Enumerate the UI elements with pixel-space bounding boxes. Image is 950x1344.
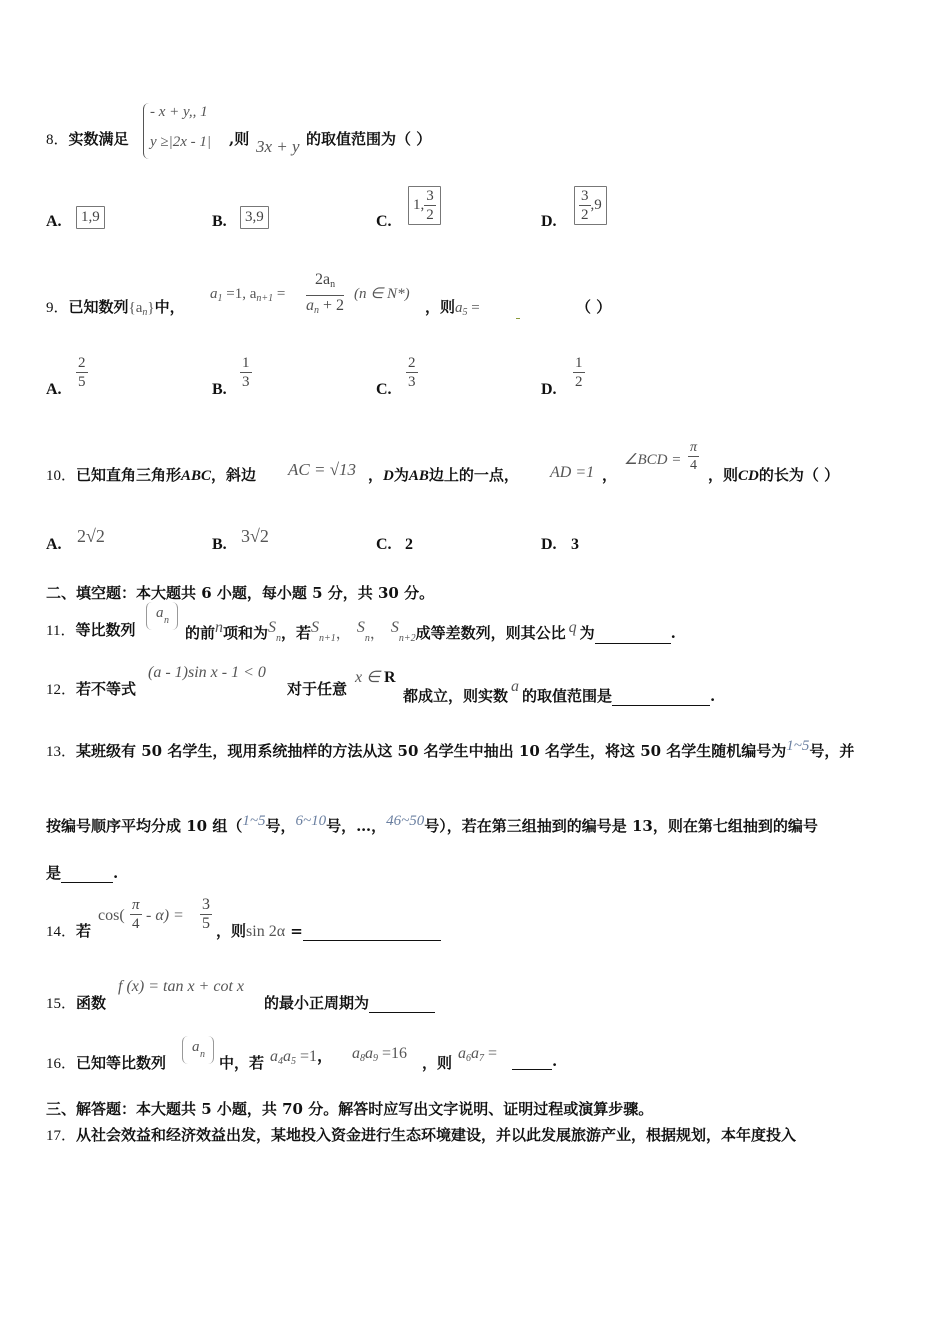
q15-answer-blank[interactable] [369,998,435,1013]
q16-eq-1: $a_4a_5 =1$， [270,1046,334,1067]
q10-option-b-label: B. [212,536,227,553]
q9-condition: $a_1 =1$, $a_{n+1}$ = [210,286,286,304]
q8-stem: 8．实数满足 [46,130,129,148]
q8-option-d-label: D. [541,213,557,230]
q8-option-a-label: A. [46,213,62,230]
q12-answer-blank[interactable] [612,691,710,706]
q13-line-2: 按编号顺序平均分成 10 组（1~5号，6~10号，…，46~50号），若在第三组抽到的编号是 13，则在第七组抽到的编号 [46,813,818,835]
q13-line-1: 13．某班级有 50 名学生，现用系统抽样的方法从这 50 名学生中抽出 10 名学生，将这 50 名学生随机编号为1~5号，并 [46,738,855,760]
q14-pi-over-4: $\frac{\pi}{4}$ [132,897,140,932]
q16-answer-blank[interactable] [512,1055,552,1070]
q16-stem: 16．已知等比数列 [46,1054,167,1072]
q8-system-line1: - x + y,, 1 [150,104,208,120]
q9-domain: (n ∈ N*) [354,286,410,302]
q8-option-a-value: 1,9 [76,206,105,229]
q8-expr: 3x + y [256,137,300,156]
section-solutions-heading: 三、解答题：本大题共 5 小题，共 70 分。解答时应写出文字说明、证明过程或演算步骤。 [46,1100,654,1118]
q14-three-fifths: $\frac{3}{5}$ [202,896,210,932]
q11-sequence: a n [146,602,178,630]
section-fill-in-heading: 二、填空题：本大题共 6 小题，每小题 5 分，共 30 分。 [46,584,435,602]
q11-answer-blank[interactable] [595,629,671,644]
q14-minus-alpha: - α) = [146,907,184,924]
q9-option-d-value: $\frac{1}{2}$ [575,355,583,390]
q10-option-d-value: 3 [571,536,579,553]
q14-cos: cos( [98,907,125,924]
q12-domain: x ∈ R [355,669,396,686]
q12-inequality: (a - 1)sin x - 1 < 0 [148,664,266,681]
q10-ask: ，则CD的长为（ ） [708,466,840,484]
q16-eq-3: $a_6a_7$ = [458,1045,498,1064]
q10-option-b-value: 3√2 [241,526,269,546]
q10-option-c-label: C. [376,536,392,553]
q14-answer-blank[interactable] [303,926,441,941]
q9-ask: ，则$a_5$ = [425,298,480,318]
q9-option-c-label: C. [376,381,392,398]
q15-function: f (x) = tan x + cot x [118,978,244,995]
q14-ask: ，则sin 2α = [216,920,441,941]
q8-option-c-label: C. [376,213,392,230]
q8-system-line2: y ≥|2x - 1| [150,134,212,150]
q9-recurrence-fraction: $\frac{2a_n}{a_n + 2}$ [306,271,345,316]
q8-then: ,则 [229,130,250,148]
q9-stray-mark [516,318,520,319]
q12-stem: 12．若不等式 [46,680,137,698]
q17-stem: 17．从社会效益和经济效益出发，某地投入资金进行生态环境建设，并以此发展旅游产业，根据规划，本年度投入 [46,1126,797,1144]
q9-option-c-value: $\frac{2}{3}$ [408,355,416,390]
q10-stem-mid: ，D为AB边上的一点， [368,466,519,484]
q10-ad: AD =1 [550,464,595,481]
q16-sequence: a n [182,1036,214,1064]
q13-answer-blank[interactable] [61,868,113,883]
q10-angle: ∠BCD = [624,452,682,468]
q9-answer-paren: （ ） [576,298,612,316]
q10-option-a-label: A. [46,536,62,553]
q9-option-d-label: D. [541,381,557,398]
q8-option-b-label: B. [212,213,227,230]
q14-stem: 14．若 [46,922,92,940]
q16-stem-2: 中，若 [219,1054,265,1072]
q16-eq-2: $a_8a_9 =16$ [352,1045,408,1064]
q15-ask: 的最小正周期为 [264,992,435,1013]
q9-option-a-label: A. [46,381,62,398]
q8-option-b-value: 3,9 [240,206,269,229]
q16-ask: ，则 [422,1054,453,1072]
q10-stem: 10．已知直角三角形ABC，斜边 [46,466,257,484]
q13-line-3: 是 . [46,864,119,882]
q8-option-d-value: $\frac{3}{2}$ ,9 [574,186,607,225]
q10-option-d-label: D. [541,536,557,553]
q11-stem: 11．等比数列 [46,621,136,639]
q11-stem-2: 的前n项和为$S_n$，若$S_{n+1}$， $S_n$， $S_{n+2}$成等差数列，则其公比 q 为 . [185,619,676,644]
q8-tail: 的取值范围为（ ） [306,130,432,148]
q15-stem: 15．函数 [46,994,107,1012]
q9-option-b-label: B. [212,381,227,398]
q8-option-c-value: 1, $\frac{3}{2}$ [408,186,441,225]
q12-stem-2: 对于任意 [287,680,348,698]
q10-comma: ， [602,466,618,484]
q9-option-a-value: $\frac{2}{5}$ [78,355,86,390]
q10-option-a-value: 2√2 [77,526,105,546]
q10-option-c-value: 2 [405,536,413,553]
q16-blank-wrap: . [512,1052,557,1070]
q9-stem: 9．已知数列$\{a_n\}$中， [46,298,185,318]
q10-hypotenuse: AC = √13 [288,460,357,479]
q12-stem-3: 都成立，则实数a的取值范围是 . [403,678,716,705]
q10-angle-fraction: $\frac{\pi}{4}$ [690,440,698,473]
q9-option-b-value: $\frac{1}{3}$ [242,355,250,390]
